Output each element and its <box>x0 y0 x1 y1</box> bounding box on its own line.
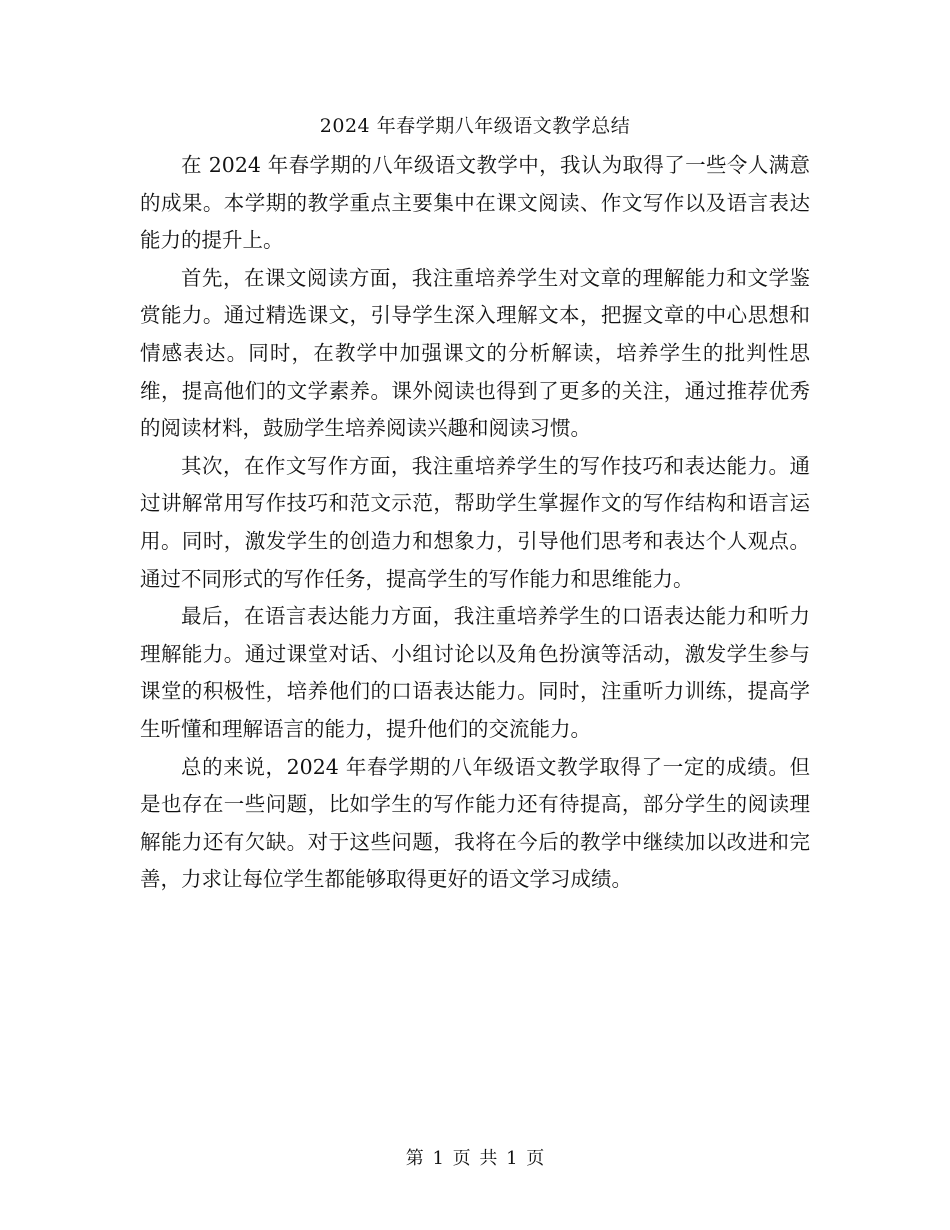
paragraph-intro: 在 2024 年春学期的八年级语文教学中，我认为取得了一些令人满意的成果。本学期的教学重点主要集中在课文阅读、作文写作以及语言表达能力的提升上。 <box>140 153 810 253</box>
document-body <box>140 147 810 899</box>
page-number-footer: 第 1 页 共 1 页 <box>405 1148 545 1169</box>
document-title: 2024 年春学期八年级语文教学总结 <box>319 115 631 137</box>
paragraph-writing: 其次，在作文写作方面，我注重培养学生的写作技巧和表达能力。通过讲解常用写作技巧和范文示范，帮助学生掌握作文的写作结构和语言运用。同时，激发学生的创造力和想象力，引导他们思考和表达个人观点。通过不同形式的写作任务，提高学生的写作能力和思维能力。 <box>140 453 810 591</box>
paragraph-summary: 总的来说，2024 年春学期的八年级语文教学取得了一定的成绩。但是也存在一些问题，比如学生的写作能力还有待提高，部分学生的阅读理解能力还有欠缺。对于这些问题，我将在今后的教学中继续加以改进和完善，力求让每位学生都能够取得更好的语文学习成绩。 <box>140 754 810 892</box>
paragraph-expression: 最后，在语言表达能力方面，我注重培养学生的口语表达能力和听力理解能力。通过课堂对话、小组讨论以及角色扮演等活动，激发学生参与课堂的积极性，培养他们的口语表达能力。同时，注重听力训练，提高学生听懂和理解语言的能力，提升他们的交流能力。 <box>140 604 810 741</box>
paragraph-reading: 首先，在课文阅读方面，我注重培养学生对文章的理解能力和文学鉴赏能力。通过精选课文，引导学生深入理解文本，把握文章的中心思想和情感表达。同时，在教学中加强课文的分析解读，培养学生的批判性思维，提高他们的文学素养。课外阅读也得到了更多的关注，通过推荐优秀的阅读材料，鼓励学生培养阅读兴趣和阅读习惯。 <box>140 265 810 441</box>
